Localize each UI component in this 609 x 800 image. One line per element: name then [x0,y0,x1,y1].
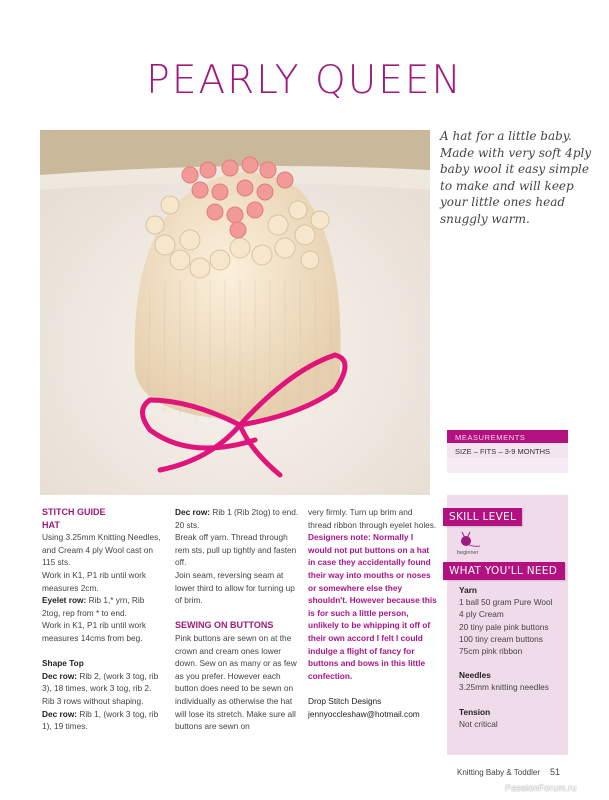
label: Eyelet row: [42,595,87,606]
paragraph: Rib 3 rows without shaping. [42,695,144,706]
page-number: 51 [550,767,561,777]
hat-heading: HAT [42,519,60,530]
hat-illustration [40,130,430,495]
paragraph: Join seam, reversing seam at lower third to allow for turning up of brim. [175,569,295,606]
yarn-item: 75cm pink ribbon [459,646,523,657]
column-finishing [175,506,300,733]
yarn-ball-needles-icon [455,530,481,550]
designers-note: Designers note: Normally I would not put buttons on a hat in case they accidentally found their way into mouths or noses or somewhere else they shouldn't. However because this is for such a little person, unlikely to be whipping it off of their own accord I felt I could indulge a flight of fancy for buttons and bows in this little confection. [308,532,437,681]
dec-row-instruction [42,670,162,695]
measurements-blank-row [447,458,568,473]
shape-top-heading: Shape Top [42,658,84,669]
yarn-heading: Yarn [459,585,477,595]
text: Rib 2, (work 3 tog, rib 3), 18 times, work 3 tog, rib 2. [42,670,159,694]
page-title: PEARLY QUEEN [146,58,463,103]
yarn-item: 20 tiny pale pink buttons [459,621,549,632]
tension-heading: Tension [459,706,491,717]
text: Rib 1, (work 3 tog, rib 1), 19 times. [42,708,159,732]
stitch-guide-heading: STITCH GUIDE [42,507,106,517]
intro-text: A hat for a little baby. Made with very soft 4ply baby wool it easy simple to make and will keep your little ones head snuggly warm. [440,129,592,226]
column-notes [308,506,438,720]
magazine-name: Knitting Baby & Toddler [457,768,541,777]
tension-value: Not critical [459,718,498,729]
designer-name: Drop Stitch Designs [308,695,382,706]
yarn-item: 100 tiny cream buttons [459,633,543,644]
label: Dec row: [42,708,78,719]
needles-heading: Needles [459,670,491,681]
eyelet-row-instruction [42,594,162,619]
page-footer [457,767,560,777]
paragraph: Work in K1, P1 rib until work measures 2cm. [42,569,147,593]
skill-level-label: beginner [457,550,479,556]
paragraph: Using 3.25mm Knitting Needles, and Cream 4 ply Wool cast on 115 sts. [42,532,161,568]
yarn-item: 1 ball 50 gram Pure Wool [459,597,553,608]
paragraph: Work in K1, P1 rib until work measures 14cms from beg. [42,620,147,643]
paragraph: Break off yarn. Thread through rem sts, pull up tightly and fasten off. [175,532,297,568]
measurements-heading: MEASUREMENTS [447,430,568,443]
label: Dec row: [42,670,78,681]
needles-value: 3.25mm knitting needles [459,682,549,693]
what-you-need-heading: WHAT YOU'LL NEED [443,562,565,580]
measurements-box [447,430,568,473]
measurements-size: SIZE – FITS – 3-9 MONTHS [447,443,568,458]
label: Dec row: [175,507,211,517]
skill-level-heading: SKILL LEVEL [443,508,522,526]
designer-email[interactable]: jennyoccleshaw@hotmail.com [308,708,420,719]
paragraph: Pink buttons are sewn on at the crown and cream ones lower down. Sew on as many or as few as you prefer. However each button does need to be sewn on individually as otherwise the hat will lose its stretch. Make sure all buttons are sewn on [175,632,297,732]
dec-row-instruction [42,708,162,733]
yarn-item: 4 ply Cream [459,609,504,620]
watermark: PassionForum.ru [505,783,577,793]
materials-list [459,584,567,730]
column-stitch-guide [42,506,162,733]
text: Rib 1 (Rib 2tog) to end. 20 sts. [175,507,299,530]
sewing-buttons-heading: SEWING ON BUTTONS [175,620,274,631]
paragraph: very firmly. Turn up brim and thread ribbon through eyelet holes. [308,507,437,530]
hat-photo [40,130,430,495]
text: Rib 1,* yrn, Rib 2tog, rep from * to end. [42,595,145,618]
dec-row-instruction [175,506,300,531]
